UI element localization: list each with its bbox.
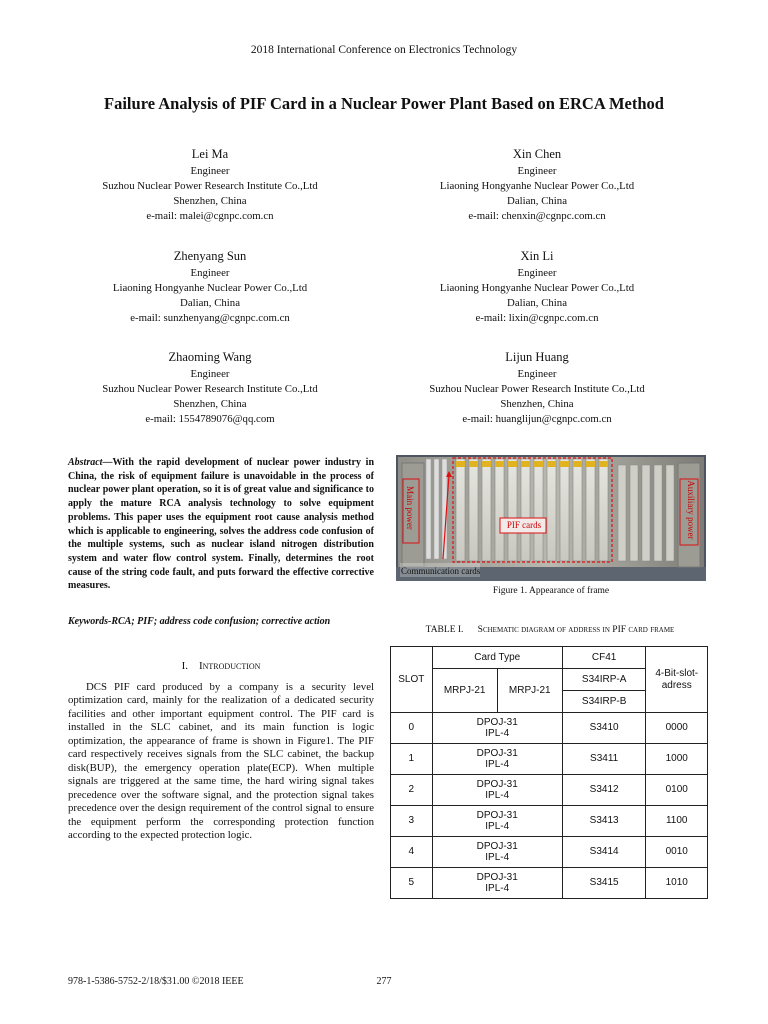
slot-cell: 1	[391, 744, 433, 775]
bit-address-cell: 1000	[646, 744, 708, 775]
card-type-cell	[432, 806, 562, 837]
author-location: Shenzhen, China	[173, 398, 247, 410]
author-affiliation: Suzhou Nuclear Power Research Institute Co.,Ltd	[102, 383, 318, 395]
author-role: Engineer	[517, 267, 557, 279]
card-primary: DPOJ-31	[476, 747, 518, 759]
card-type-header: Card Type	[432, 647, 562, 669]
main-power-label: Main power	[405, 486, 415, 530]
card-secondary: IPL-4	[485, 728, 510, 739]
cf41-cell: S3414	[562, 837, 646, 868]
card-primary: DPOJ-31	[476, 716, 518, 728]
table-caption-text: Schematic diagram of address in PIF card frame	[477, 625, 675, 635]
author-email: e-mail: lixin@cgnpc.com.cn	[475, 312, 599, 324]
frame-photo-drawing	[396, 455, 706, 581]
author-name: Zhaoming Wang	[168, 350, 252, 364]
address-table	[390, 646, 708, 899]
author-name: Xin Li	[520, 249, 554, 263]
card-secondary: IPL-4	[485, 852, 510, 863]
author-email: e-mail: sunzhenyang@cgnpc.com.cn	[130, 312, 290, 324]
slot-cell: 0	[391, 713, 433, 744]
card-secondary: IPL-4	[485, 759, 510, 770]
card-primary: DPOJ-31	[476, 778, 518, 790]
author-location: Shenzhen, China	[173, 195, 247, 207]
author-name: Lijun Huang	[505, 350, 569, 364]
table-row	[391, 775, 708, 806]
author-block	[377, 246, 697, 326]
table-header-row	[391, 647, 708, 669]
cf41-cell: S3413	[562, 806, 646, 837]
author-block	[377, 347, 697, 427]
abstract	[68, 456, 374, 593]
author-affiliation: Liaoning Hongyanhe Nuclear Power Co.,Ltd	[439, 282, 635, 294]
card-secondary: IPL-4	[485, 821, 510, 832]
copyright-footer: 978-1-5386-5752-2/18/$31.00 ©2018 IEEE	[68, 976, 244, 987]
card-secondary: IPL-4	[485, 790, 510, 801]
table-caption	[390, 625, 710, 635]
slot-cell: 5	[391, 868, 433, 899]
figure-caption: Figure 1. Appearance of frame	[492, 586, 610, 596]
table-row	[391, 744, 708, 775]
paper-title: Failure Analysis of PIF Card in a Nuclear Power Plant Based on ERCA Method	[104, 94, 664, 113]
communication-cards-label: Communication cards	[401, 566, 481, 576]
bit-address-cell: 1100	[646, 806, 708, 837]
card-type-cell	[432, 713, 562, 744]
card-type-cell	[432, 837, 562, 868]
section-title: Introduction	[198, 660, 261, 672]
author-name: Xin Chen	[512, 147, 562, 161]
author-email: e-mail: chenxin@cgnpc.com.cn	[468, 210, 606, 222]
mrpj-header: MRPJ-21	[497, 669, 562, 713]
mrpj-header: MRPJ-21	[432, 669, 497, 713]
cf41-cell: S3410	[562, 713, 646, 744]
cf41-cell: S3411	[562, 744, 646, 775]
author-email: e-mail: huanglijun@cgnpc.com.cn	[462, 413, 612, 425]
s34irp-b-header: S34IRP-B	[562, 691, 646, 713]
author-role: Engineer	[190, 165, 230, 177]
author-location: Shenzhen, China	[500, 398, 574, 410]
conference-name: 2018 International Conference on Electronics Technology	[250, 44, 518, 56]
author-location: Dalian, China	[507, 297, 567, 309]
author-name: Lei Ma	[191, 147, 229, 161]
author-block	[50, 347, 370, 427]
author-email: e-mail: malei@cgnpc.com.cn	[146, 210, 274, 222]
card-type-cell	[432, 775, 562, 806]
bit-address-cell: 1010	[646, 868, 708, 899]
author-block	[50, 144, 370, 224]
table-row	[391, 868, 708, 899]
author-affiliation: Suzhou Nuclear Power Research Institute Co.,Ltd	[429, 383, 645, 395]
section-number: I.	[181, 660, 188, 672]
card-primary: DPOJ-31	[476, 840, 518, 852]
slot-header: SLOT	[391, 647, 433, 713]
abstract-text: —With the rapid development of nuclear power industry in China, the risk of equipment failure is unavoidable in the process of nuclear power plant operation, so it is of great value and significance to apply the mature RCA analysis technology to solve equipment problems. This paper uses the equipment root cause analysis method which is applicable to engineering, solves the address code confusion of the multiple systems, such as nuclear island nitrogen distribution system and water flow control system. Finally, determines the root cause of the string code fault, and puts forward the effective corrective measures.	[68, 457, 374, 592]
author-affiliation: Liaoning Hongyanhe Nuclear Power Co.,Ltd	[112, 282, 308, 294]
bit-address-cell: 0100	[646, 775, 708, 806]
author-location: Dalian, China	[507, 195, 567, 207]
table-row	[391, 806, 708, 837]
author-affiliation: Suzhou Nuclear Power Research Institute Co.,Ltd	[102, 180, 318, 192]
cf41-header: CF41	[562, 647, 646, 669]
author-block	[50, 246, 370, 326]
keywords: Keywords-RCA; PIF; address code confusion; corrective action	[68, 616, 331, 627]
author-block	[377, 144, 697, 224]
cf41-cell: S3415	[562, 868, 646, 899]
abstract-label: Abstract	[68, 457, 103, 468]
table-caption-number: TABLE I.	[425, 625, 464, 635]
card-type-cell	[432, 744, 562, 775]
page-number: 277	[376, 976, 392, 987]
author-affiliation: Liaoning Hongyanhe Nuclear Power Co.,Ltd	[439, 180, 635, 192]
table-row	[391, 713, 708, 744]
slot-cell: 4	[391, 837, 433, 868]
bit-address-header: 4-Bit-slot-adress	[646, 647, 708, 713]
pif-cards-label: PIF cards	[506, 520, 542, 530]
author-email: e-mail: 1554789076@qq.com	[145, 413, 275, 425]
author-role: Engineer	[517, 165, 557, 177]
slot-cell: 2	[391, 775, 433, 806]
author-name: Zhenyang Sun	[173, 249, 247, 263]
auxiliary-power-label: Auxiliary power	[686, 480, 696, 540]
bit-address-cell: 0010	[646, 837, 708, 868]
introduction-paragraph: DCS PIF card produced by a company is a security level optimization card, mainly for the realization of a dedicated security facilities and other important equipment control. The PIF card is installed in the SLC cabinet, and its main function is logic optimization, the appearance of frame is shown in Figure1. The PIF card respectively receives signals from the SLC cabinet, the backup disk(BUP), the emergency operation plate(ECP). When multiple signals are triggered at the same time, the hard wiring signal takes precedence over the software signal, and the protection signal takes precedence over the design requirement of the control signal to ensure the equipment perform the corresponding protection function according to the expected protection logic.	[68, 681, 374, 841]
card-primary: DPOJ-31	[476, 809, 518, 821]
card-primary: DPOJ-31	[476, 871, 518, 883]
bit-address-cell: 0000	[646, 713, 708, 744]
card-type-cell	[432, 868, 562, 899]
author-role: Engineer	[517, 368, 557, 380]
s34irp-a-header: S34IRP-A	[562, 669, 646, 691]
author-location: Dalian, China	[180, 297, 240, 309]
table-row	[391, 837, 708, 868]
card-secondary: IPL-4	[485, 883, 510, 894]
frame-photo	[396, 455, 706, 581]
author-role: Engineer	[190, 267, 230, 279]
slot-cell: 3	[391, 806, 433, 837]
author-role: Engineer	[190, 368, 230, 380]
section-heading	[68, 660, 374, 672]
cf41-cell: S3412	[562, 775, 646, 806]
